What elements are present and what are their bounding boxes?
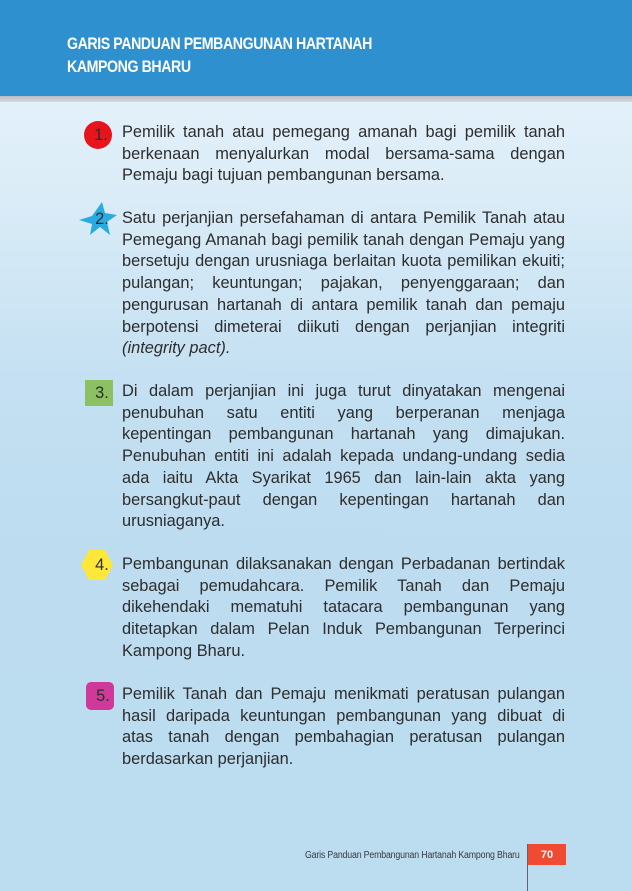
page-title-line-2: KAMPONG BHARU xyxy=(67,58,191,76)
item-2-text-italic: (integrity pact). xyxy=(122,339,231,358)
item-5-text: Pemilik Tanah dan Pemaju menikmati peratusan pulangan hasil daripada keuntungan pembangunan yang dibuat di atas tanah dengan pembahagian peratusan pulangan berdasarkan perjanjian. xyxy=(122,685,565,769)
item-3-number: 3. xyxy=(95,383,109,402)
item-3-marker xyxy=(85,380,113,406)
footer-running-title: Garis Panduan Pembangunan Hartanah Kampong Bharu xyxy=(305,850,520,861)
item-2-text xyxy=(122,208,565,360)
item-1-marker xyxy=(84,120,114,150)
list-item-4 xyxy=(122,554,565,663)
item-2-number: 2. xyxy=(95,209,109,228)
item-4-text: Pembangunan dilaksanakan dengan Perbadanan bertindak sebagai pemudahcara. Pemilik Tanah dan Pemaju dikehendaki mematuhi tatacara pembangunan yang ditetapkan dalam Pelan Induk Pembangunan Terperinci Kampong Bharu. xyxy=(122,555,565,660)
item-2-marker xyxy=(78,200,118,240)
item-5-number: 5. xyxy=(96,686,110,705)
item-2-text-main: Satu perjanjian persefahaman di antara Pemilik Tanah atau Pemegang Amanah bagi pemilik tanah dengan Pemaju yang bersetuju dengan urusniaga berlaitan kuota pemilikan ekuiti; pulangan; keuntungan; pajakan, penyenggaraan; dan pengurusan hartanah di antara pemilik tanah dan pemaju berpotensi dimeterai diikuti dengan perjanjian integriti xyxy=(122,209,565,336)
item-4-number: 4. xyxy=(95,555,109,574)
item-1-text: Pemilik tanah atau pemegang amanah bagi pemilik tanah berkenaan menyalurkan modal bersama-sama dengan Pemaju bagi tujuan pembangunan bersama. xyxy=(122,123,565,185)
page-title-line-1: GARIS PANDUAN PEMBANGUNAN HARTANAH xyxy=(67,35,372,53)
list-item-2 xyxy=(122,208,565,360)
list-item-3 xyxy=(122,381,565,533)
item-4-marker xyxy=(80,549,114,581)
list-item-1 xyxy=(122,122,565,187)
item-3-text: Di dalam perjanjian ini juga turut dinyatakan mengenai penubuhan satu entiti yang berperanan menjaga kepentingan pembangunan hartanah yang dimajukan. Penubuhan entiti ini adalah kepada undang-undang sedia ada iaitu Akta Syarikat 1965 dan lain-lain akta yang bersangkut-paut dengan kepentingan hartanah dan urusniaganya. xyxy=(122,382,565,531)
page-header xyxy=(0,0,632,96)
header-divider xyxy=(0,96,632,102)
item-5-marker xyxy=(86,682,114,710)
page-title xyxy=(67,33,372,79)
page-number: 70 xyxy=(528,844,566,865)
item-1-number: 1. xyxy=(94,125,108,144)
list-item-5 xyxy=(122,684,565,771)
